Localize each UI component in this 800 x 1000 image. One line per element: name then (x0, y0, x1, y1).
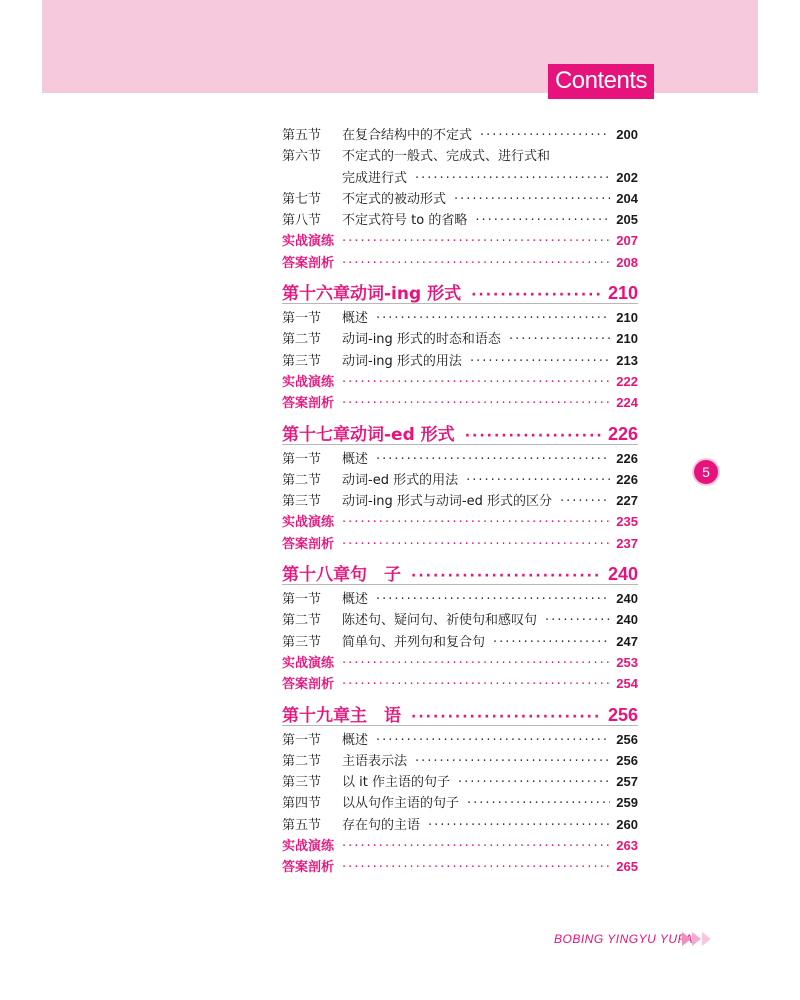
entry-label (282, 792, 459, 811)
leader-dots (342, 396, 610, 411)
leader-dots (466, 473, 610, 488)
leader-dots (411, 568, 602, 584)
section-number: 第二节 (282, 332, 322, 348)
chapter-number: 第十九章 (282, 705, 350, 726)
entry-label (282, 533, 334, 552)
page-ref: 213 (616, 352, 638, 368)
page-ref: 205 (616, 212, 638, 228)
toc-exercise-entry[interactable] (282, 371, 638, 392)
section-number: 第四节 (282, 796, 322, 812)
page-ref: 260 (616, 816, 638, 832)
toc-section-entry[interactable] (282, 124, 638, 145)
chapter-heading[interactable] (282, 279, 638, 305)
table-of-contents (282, 124, 638, 878)
leader-dots (342, 656, 610, 671)
page-ref: 253 (616, 654, 638, 670)
leader-dots (458, 775, 610, 790)
toc-section-entry[interactable] (282, 307, 638, 328)
toc-section-entry[interactable] (282, 145, 638, 166)
entry-label (282, 631, 485, 650)
page-ref: 240 (616, 591, 638, 607)
entry-label (282, 673, 334, 692)
footer-title: BOBING YINGYU YUFA (554, 932, 694, 946)
chapter-heading[interactable] (282, 701, 638, 726)
page-ref: 240 (616, 612, 638, 628)
leader-dots (471, 287, 602, 303)
leader-dots (415, 754, 610, 769)
toc-exercise-entry[interactable] (282, 511, 638, 532)
page-ref: 257 (616, 774, 638, 790)
page-ref: 226 (616, 450, 638, 466)
chapter-title: 动词-ing 形式 (350, 284, 462, 305)
section-title: 不定式的被动形式 (342, 191, 447, 207)
entry-label (282, 230, 334, 249)
chapter-page-ref: 226 (607, 423, 638, 444)
toc-intro-section (282, 124, 638, 273)
toc-exercise-entry[interactable] (282, 673, 638, 694)
leader-dots (376, 452, 610, 467)
section-title: 答案剖析 (282, 396, 335, 412)
entry-label (282, 145, 550, 164)
chapter-page-ref: 240 (607, 564, 638, 585)
toc-section-entry[interactable] (282, 448, 638, 469)
page-ref: 237 (616, 535, 638, 551)
section-title: 实战演练 (282, 374, 335, 390)
toc-section-entry[interactable] (282, 750, 638, 771)
toc-exercise-entry[interactable] (282, 252, 638, 273)
entry-label (282, 511, 334, 530)
entry-label (282, 328, 501, 347)
section-number: 第六节 (282, 149, 322, 165)
toc-chapters (282, 279, 638, 878)
entry-label (282, 835, 334, 854)
leader-dots (342, 537, 610, 552)
entry-label (282, 167, 407, 186)
section-title: 实战演练 (282, 839, 335, 855)
page-ref: 256 (616, 752, 638, 768)
entry-label (282, 814, 420, 833)
footer-chevrons-icon (682, 932, 712, 946)
page-ref: 263 (616, 838, 638, 854)
chapter-title: 句 子 (350, 565, 401, 586)
entry-label (282, 188, 446, 207)
entry-label (282, 750, 407, 769)
page-ref: 207 (616, 233, 638, 249)
leader-dots (480, 128, 610, 143)
entry-label (282, 588, 368, 607)
leader-dots (342, 234, 610, 249)
leader-dots (428, 818, 610, 833)
toc-exercise-entry[interactable] (282, 652, 638, 673)
toc-section-entry[interactable] (282, 167, 638, 188)
leader-dots (475, 213, 610, 228)
entry-label (282, 371, 334, 390)
page-ref: 208 (616, 254, 638, 270)
leader-dots (376, 311, 610, 326)
section-number: 第二节 (282, 472, 322, 488)
page-ref: 265 (616, 859, 638, 875)
toc-section-entry[interactable] (282, 631, 638, 652)
section-number: 第八节 (282, 213, 322, 229)
section-number: 第一节 (282, 311, 322, 327)
toc-exercise-entry[interactable] (282, 533, 638, 554)
chapter-number: 第十八章 (282, 565, 350, 586)
toc-exercise-entry[interactable] (282, 835, 638, 856)
leader-dots (342, 677, 610, 692)
toc-section-entry[interactable] (282, 469, 638, 490)
page-ref: 222 (616, 373, 638, 389)
contents-underline (548, 97, 654, 99)
leader-dots (467, 796, 610, 811)
entry-label (282, 652, 334, 671)
section-title: 实战演练 (282, 234, 335, 250)
leader-dots (342, 860, 610, 875)
section-title: 完成进行式 (342, 170, 408, 186)
page-ref: 227 (616, 493, 638, 509)
leader-dots (454, 192, 610, 207)
section-title: 不定式符号 to 的省略 (342, 213, 468, 229)
leader-dots (411, 709, 602, 725)
entry-label (282, 350, 462, 369)
section-title: 动词-ing 形式的时态和语态 (342, 332, 501, 348)
section-title: 在复合结构中的不定式 (342, 128, 473, 143)
page-number-badge: 5 (692, 458, 720, 486)
section-number: 第三节 (282, 634, 322, 650)
toc-section-entry[interactable] (282, 609, 638, 630)
toc-section-entry[interactable] (282, 588, 638, 609)
page-ref: 247 (616, 633, 638, 649)
section-title: 概述 (342, 732, 369, 748)
page-ref: 200 (616, 127, 638, 142)
entry-label (282, 307, 368, 326)
section-number: 第一节 (282, 732, 322, 748)
entry-label (282, 124, 472, 143)
section-number: 第三节 (282, 353, 322, 369)
entry-label (282, 209, 467, 228)
section-title: 主语表示法 (342, 753, 408, 769)
section-title: 答案剖析 (282, 860, 335, 876)
section-number: 第七节 (282, 191, 322, 207)
chapter-heading[interactable] (282, 560, 638, 586)
section-title: 答案剖析 (282, 536, 335, 552)
section-title: 陈述句、疑问句、祈使句和感叹句 (342, 613, 538, 629)
toc-exercise-entry[interactable] (282, 856, 638, 877)
toc-section-entry[interactable] (282, 729, 638, 750)
section-number: 第一节 (282, 451, 322, 467)
section-title: 概述 (342, 451, 369, 467)
chapter-page-ref: 210 (607, 283, 638, 304)
page-ref: 202 (616, 169, 638, 185)
section-title: 简单句、并列句和复合句 (342, 634, 486, 650)
toc-section-entry[interactable] (282, 350, 638, 371)
toc-exercise-entry[interactable] (282, 230, 638, 251)
toc-section-entry[interactable] (282, 188, 638, 209)
section-title: 答案剖析 (282, 255, 335, 271)
entry-label (282, 392, 334, 411)
section-number: 第五节 (282, 128, 322, 143)
leader-dots (415, 171, 610, 186)
page-ref: 210 (616, 310, 638, 326)
chapter-number: 第十六章 (282, 284, 350, 305)
entry-label (282, 469, 458, 488)
leader-dots (509, 332, 610, 347)
toc-section-entry[interactable] (282, 814, 638, 835)
entry-label (282, 490, 552, 509)
page-ref: 235 (616, 514, 638, 530)
toc-section-entry[interactable] (282, 490, 638, 511)
section-title: 不定式的一般式、完成式、进行式和 (342, 149, 551, 165)
leader-dots (376, 733, 610, 748)
page-ref: 259 (616, 795, 638, 811)
leader-dots (342, 256, 610, 271)
section-title: 动词-ed 形式的用法 (342, 472, 459, 488)
entry-label (282, 856, 334, 875)
toc-section-entry[interactable] (282, 771, 638, 792)
section-title: 概述 (342, 311, 369, 327)
section-number: 第三节 (282, 494, 322, 510)
toc-section-entry[interactable] (282, 792, 638, 813)
entry-label (282, 729, 368, 748)
entry-label (282, 448, 368, 467)
section-title: 概述 (342, 592, 369, 608)
leader-dots (465, 428, 602, 444)
section-title: 答案剖析 (282, 677, 335, 693)
chapter-heading[interactable] (282, 420, 638, 445)
chapter-title: 主 语 (350, 705, 401, 726)
section-number: 第二节 (282, 753, 322, 769)
section-title: 实战演练 (282, 655, 335, 671)
page-ref: 210 (616, 331, 638, 347)
chapter-page-ref: 256 (607, 704, 638, 725)
leader-dots (545, 613, 610, 628)
toc-section-entry[interactable] (282, 328, 638, 349)
leader-dots (342, 839, 610, 854)
chapter-title: 动词-ed 形式 (350, 424, 455, 445)
entry-label (282, 771, 450, 790)
entry-label (282, 609, 537, 628)
contents-title: Contents (548, 64, 654, 97)
leader-dots (560, 494, 610, 509)
page-ref: 224 (616, 395, 638, 411)
section-title: 实战演练 (282, 515, 335, 531)
leader-dots (470, 354, 610, 369)
toc-section-entry[interactable] (282, 209, 638, 230)
section-title: 存在句的主语 (342, 817, 421, 833)
section-number: 第一节 (282, 592, 322, 608)
section-number: 第五节 (282, 817, 322, 833)
section-title: 以从句作主语的句子 (342, 796, 460, 812)
section-number: 第二节 (282, 613, 322, 629)
page-ref: 256 (616, 731, 638, 747)
section-title: 以 it 作主语的句子 (342, 775, 450, 791)
page-ref: 204 (616, 190, 638, 206)
leader-dots (342, 375, 610, 390)
toc-exercise-entry[interactable] (282, 392, 638, 413)
page-ref: 226 (616, 471, 638, 487)
entry-label (282, 252, 334, 271)
section-title: 动词-ing 形式的用法 (342, 353, 462, 369)
page-ref: 254 (616, 676, 638, 692)
section-number: 第三节 (282, 775, 322, 791)
leader-dots (342, 515, 610, 530)
leader-dots (493, 635, 610, 650)
leader-dots (376, 592, 610, 607)
chapter-number: 第十七章 (282, 424, 350, 445)
section-title: 动词-ing 形式与动词-ed 形式的区分 (342, 494, 552, 510)
